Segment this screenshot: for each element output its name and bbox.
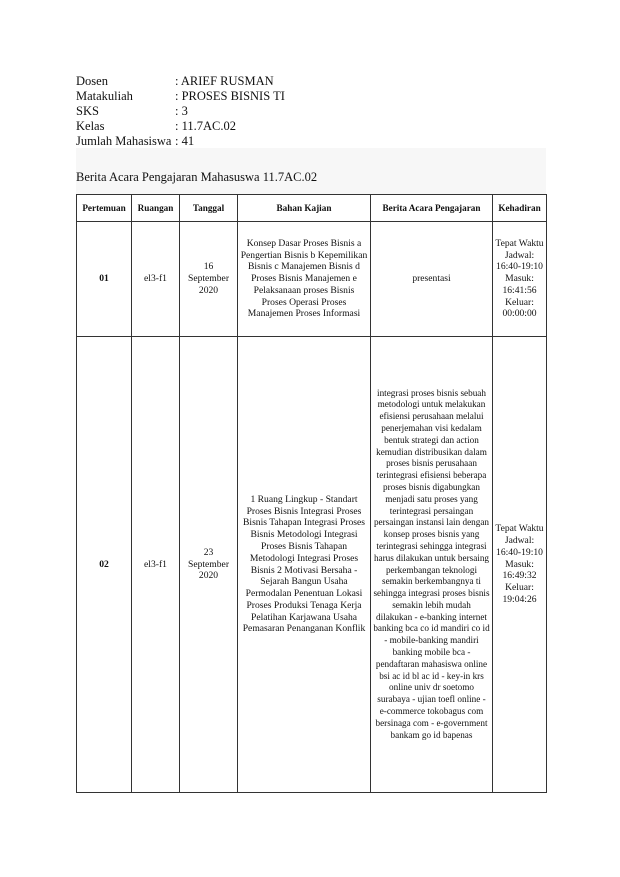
col-header-berita-acara: Berita Acara Pengajaran: [371, 195, 493, 222]
page-title: Berita Acara Pengajaran Mahasuswa 11.7AC.02: [76, 170, 318, 184]
kehadiran-cell: Tepat Waktu Jadwal: 16:40-19:10 Masuk: 16:49:32 Keluar: 19:04:26: [493, 337, 547, 793]
sks-label: SKS: [76, 104, 99, 118]
col-header-bahan-kajian: Bahan Kajian: [238, 195, 371, 222]
bahan-kajian-cell: 1 Ruang Lingkup - Standart Proses Bisnis Integrasi Proses Bisnis Tahapan Integrasi Proses Bisnis Metodologi Integrasi Proses Bisnis Tahapan Metodologi Integrasi Proses Bisnis 2 Motivasi Bersaha - Sejarah Bangun Usaha Permodalan Penentuan Lokasi Proses Produksi Tenaga Kerja Pelatihan Karjawana Usaha Pemasaran Penanganan Konflik: [238, 337, 371, 793]
berita-acara-cell: presentasi: [371, 222, 493, 337]
teaching-report-table: [76, 194, 547, 793]
bahan-kajian-cell: Konsep Dasar Proses Bisnis a Pengertian Bisnis b Kepemilikan Bisnis c Manajemen Bisnis d Proses Bisnis Manajemen e Pelaksanaan proses Bisnis Proses Operasi Proses Manajemen Proses Informasi: [238, 222, 371, 337]
info-row-kelas: [76, 119, 285, 134]
pertemuan-cell: 02: [77, 337, 132, 793]
kelas-label: Kelas: [76, 119, 105, 133]
tanggal-cell: 23 September 2020: [180, 337, 238, 793]
tanggal-cell: 16 September 2020: [180, 222, 238, 337]
info-row-dosen: [76, 74, 285, 89]
dosen-value: : ARIEF RUSMAN: [175, 74, 274, 88]
col-header-pertemuan: Pertemuan: [77, 195, 132, 222]
info-row-jumlah: [76, 134, 285, 149]
ruangan-cell: el3-f1: [132, 222, 180, 337]
table-row: [77, 337, 547, 793]
sks-value: : 3: [175, 104, 188, 118]
kehadiran-cell: Tepat Waktu Jadwal: 16:40-19:10 Masuk: 16:41:56 Keluar: 00:00:00: [493, 222, 547, 337]
dosen-label: Dosen: [76, 74, 108, 88]
pertemuan-cell: 01: [77, 222, 132, 337]
col-header-tanggal: Tanggal: [180, 195, 238, 222]
jumlah-label: Jumlah Mahasiswa: [76, 134, 172, 148]
ruangan-cell: el3-f1: [132, 337, 180, 793]
matakuliah-value: : PROSES BISNIS TI: [175, 89, 285, 103]
info-row-matakuliah: [76, 89, 285, 104]
col-header-ruangan: Ruangan: [132, 195, 180, 222]
info-row-sks: [76, 104, 285, 119]
berita-acara-cell: integrasi proses bisnis sebuah metodologi untuk melakukan efisiensi perusahaan melalui penerjemahan visi kedalam bentuk strategi dan action kemudian distribusikan dalam proses bisnis perusahaan terintegrasi efisiensi beberapa proses bisnis digabungkan menjadi satu proses yang terintegrasi persaingan persaingan instansi lain dengan konsep proses bisnis yang terintegrasi sehingga integrasi harus dilakukan untuk bersaing perkembangan teknologi semakin berkembangnya ti sehingga integrasi proses bisnis semakin lebih mudah dilakukan - e-banking internet banking bca co id mandiri co id - mobile-banking mandiri banking mobile bca - pendaftaran mahasiswa online bsi ac id bl ac id - key-in krs online univ dr soetomo surabaya - ujian toefl online - e-commerce tokobagus com bersinaga com - e-government bankam go id bapenas: [371, 337, 493, 793]
table-header-row: [77, 195, 547, 222]
col-header-kehadiran: Kehadiran: [493, 195, 547, 222]
course-info: [76, 74, 285, 149]
table-row: [77, 222, 547, 337]
matakuliah-label: Matakuliah: [76, 89, 133, 103]
kelas-value: : 11.7AC.02: [175, 119, 236, 133]
jumlah-value: : 41: [175, 134, 195, 148]
